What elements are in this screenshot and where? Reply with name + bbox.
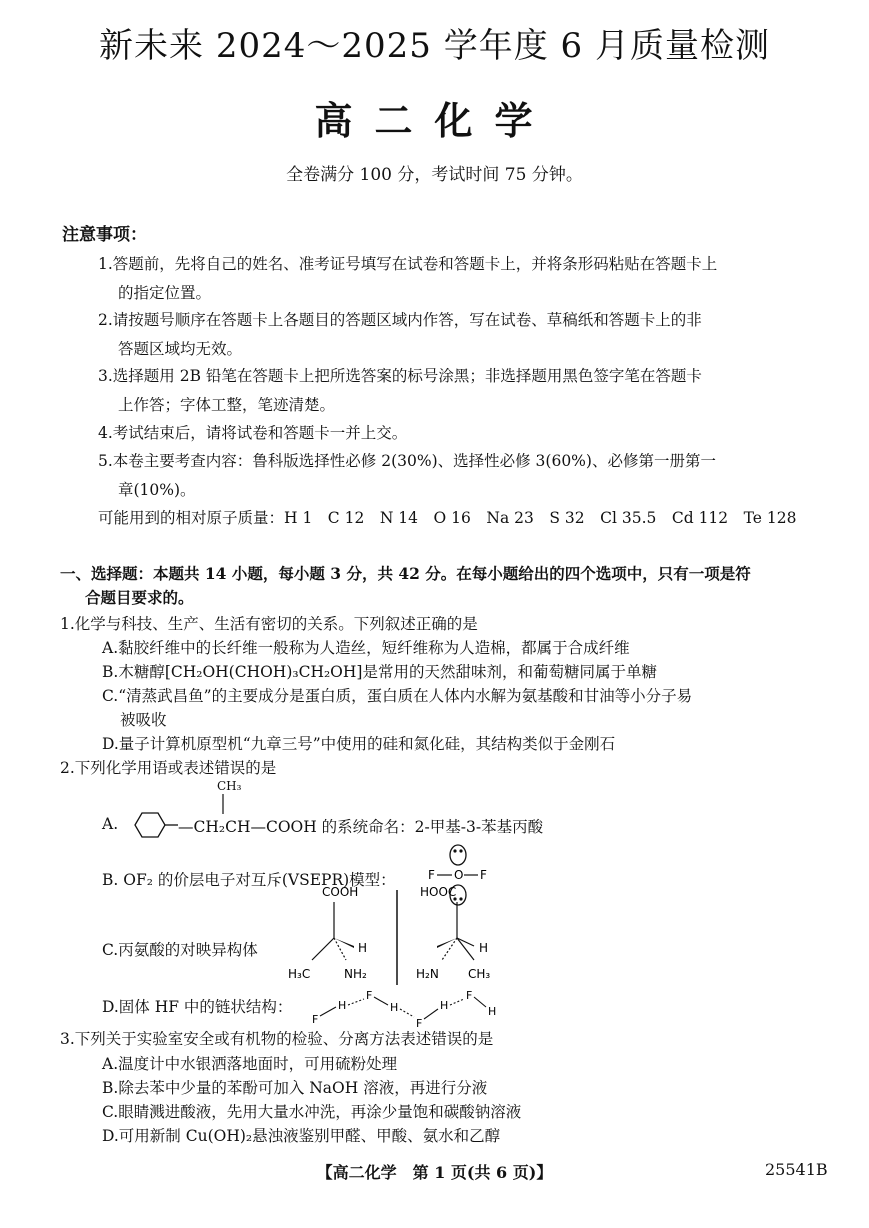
q2-option-a-text: —CH₂CH—COOH 的系统命名：2-甲基-3-苯基丙酸 [178,818,544,836]
q1-option-c-cont: 被吸收 [120,711,167,729]
svg-text:H: H [358,941,368,955]
alanine-enantiomers [282,880,512,990]
benzene-ring-icon [120,800,180,850]
svg-text:CH₃: CH₃ [468,967,491,981]
hf-chain-structure [310,985,510,1030]
exam-title: 新未来 2024～2025 学年度 6 月质量检测 [99,26,770,66]
notice-line: 2.请按题号顺序在答题卡上各题目的答题区域内作答，写在试卷、草稿纸和答题卡上的非 [98,311,702,329]
svg-text:COOH: COOH [322,885,359,899]
svg-text:F: F [466,989,473,1002]
q2-a-methyl: CH₃ [217,779,242,793]
q3-option-a: A.温度计中水银洒落地面时，可用硫粉处理 [102,1055,398,1073]
q3-option-c: C.眼睛溅进酸液，先用大量水冲洗，再涂少量饱和碳酸钠溶液 [102,1103,522,1121]
notice-line: 5.本卷主要考查内容：鲁科版选择性必修 2(30%)、选择性必修 3(60%)、必修第一册第一 [98,452,716,470]
q2-option-b: B. OF₂ 的价层电子对互斥(VSEPR)模型： [102,871,396,889]
q2-stem: 2.下列化学用语或表述错误的是 [60,759,277,777]
notice-line: 1.答题前，先将自己的姓名、准考证号填写在试卷和答题卡上，并将条形码粘贴在答题卡上 [98,255,718,273]
svg-text:F: F [366,989,373,1002]
svg-text:F: F [312,1013,319,1026]
notice-line: 的指定位置。 [118,284,212,302]
vsepr-f-right: F [480,868,487,882]
exam-info: 全卷满分 100 分，考试时间 75 分钟。 [286,165,583,185]
svg-text:F: F [416,1017,423,1030]
notice-line: 答题区域均无效。 [118,340,243,358]
svg-text:H₃C: H₃C [288,967,311,981]
q1-stem: 1.化学与科技、生产、生活有密切的关系。下列叙述正确的是 [60,615,478,633]
svg-text:HOOC: HOOC [420,885,457,899]
notice-line: 章(10%)。 [118,481,196,499]
svg-text:H: H [488,1005,497,1018]
q2-option-c: C.丙氨酸的对映异构体 [102,941,258,959]
svg-text:NH₂: NH₂ [344,967,367,981]
q3-stem: 3.下列关于实验室安全或有机物的检验、分离方法表述错误的是 [60,1030,494,1048]
q1-option-b: B.木糖醇[CH₂OH(CHOH)₃CH₂OH]是常用的天然甜味剂，和葡萄糖同属于单糖 [102,663,657,681]
notice-title: 注意事项： [62,225,147,245]
atomic-masses: 可能用到的相对原子质量：H 1 C 12 N 14 O 16 Na 23 S 32 Cl 35.5 Cd 112 Te 128 [98,509,797,527]
section-heading-cont: 合题目要求的。 [85,588,194,607]
q3-option-b: B.除去苯中少量的苯酚可加入 NaOH 溶液，再进行分液 [102,1079,488,1097]
q1-option-a: A.黏胶纤维中的长纤维一般称为人造丝，短纤维称为人造棉，都属于合成纤维 [102,639,630,657]
svg-text:H₂N: H₂N [416,967,439,981]
vsepr-o: O [454,868,464,882]
page-footer: 【高二化学 第 1 页(共 6 页)】 [316,1163,553,1182]
svg-text:H: H [479,941,489,955]
section-heading: 一、选择题：本题共 14 小题，每小题 3 分，共 42 分。在每小题给出的四个选项中，只有一项是符 [60,564,751,583]
methyl-bond-line [220,794,226,816]
q3-option-d: D.可用新制 Cu(OH)₂悬浊液鉴别甲醛、甲酸、氨水和乙醇 [102,1127,501,1145]
notice-line: 4.考试结束后，请将试卷和答题卡一并上交。 [98,424,408,442]
svg-text:H: H [338,999,347,1012]
q2-option-a-label: A. [102,815,119,833]
paper-code: 25541B [765,1160,828,1179]
svg-text:H: H [440,999,449,1012]
vsepr-f-left: F [428,868,435,882]
exam-subject: 高二化学 [314,98,555,143]
svg-text:H: H [390,1001,399,1014]
notice-line: 上作答；字体工整，笔迹清楚。 [118,396,336,414]
q1-option-d: D.量子计算机原型机“九章三号”中使用的硅和氮化硅，其结构类似于金刚石 [102,735,616,753]
q1-option-c: C.“清蒸武昌鱼”的主要成分是蛋白质，蛋白质在人体内水解为氨基酸和甘油等小分子易 [102,687,693,705]
q2-option-d: D.固体 HF 中的链状结构： [102,998,293,1016]
notice-line: 3.选择题用 2B 铅笔在答题卡上把所选答案的标号涂黑；非选择题用黑色签字笔在答题卡 [98,367,702,385]
